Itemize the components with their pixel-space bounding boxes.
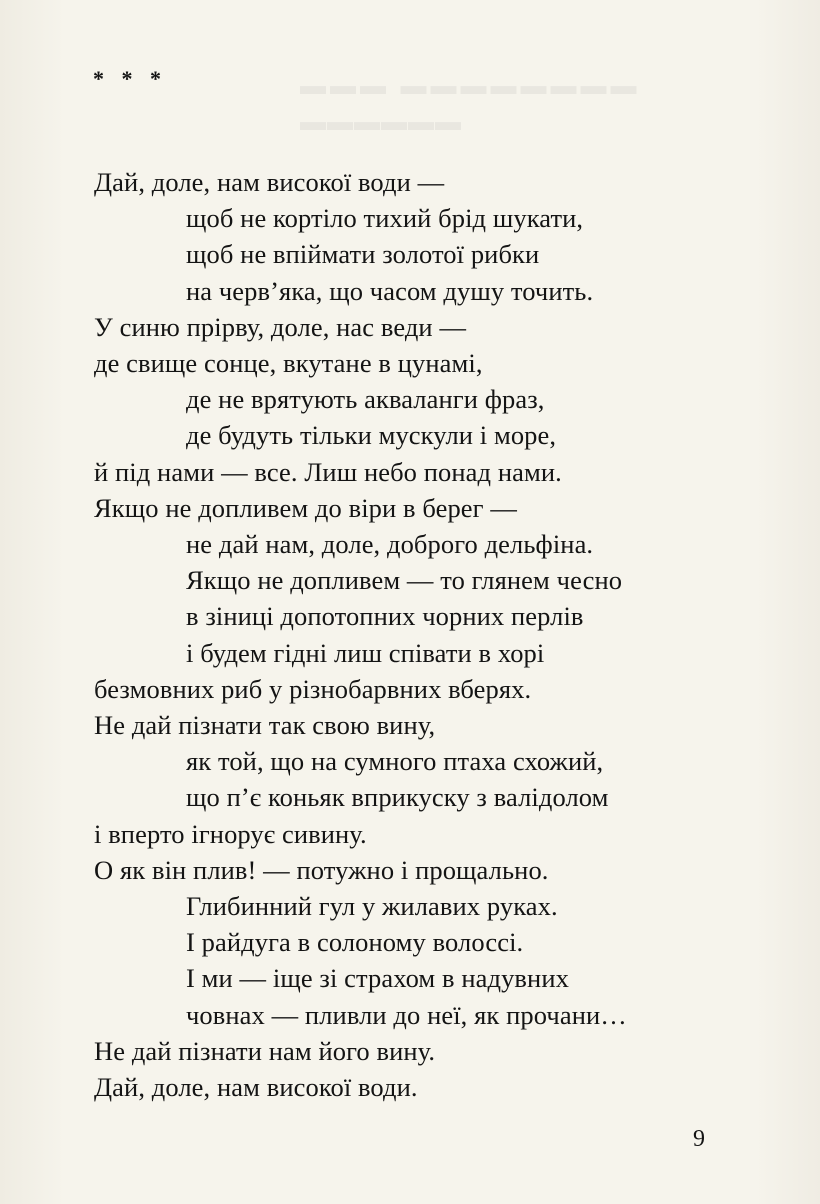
poem-line: І райдуга в солоному волоссі. <box>186 927 524 958</box>
poem-line: і будем гідні лиш співати в хорі <box>186 637 545 668</box>
poem-line: Дай, доле, нам високої води — <box>94 167 445 197</box>
poem-line: човнах — пливли до неї, як прочани… <box>186 999 627 1030</box>
poem-line: і вперто ігнорує сивину. <box>94 818 367 849</box>
poem-line: О як він плив! — потужно і прощально. <box>94 854 549 885</box>
poem-line: У синю прірву, доле, нас веди — <box>94 311 467 342</box>
poem-line: Не дай пізнати так свою вину, <box>94 710 436 741</box>
poem-line: Якщо не допливем — то глянем чесно <box>186 565 623 596</box>
poem-line: як той, що на сумного птаха схожий, <box>186 746 604 777</box>
poem-line: в зіниці допотопних чорних перлів <box>186 601 584 632</box>
poem-line: на черв’яка, що часом душу точить. <box>186 275 594 306</box>
poem-line: й під нами — все. Лиш небо понад нами. <box>94 456 562 487</box>
poem-line: Не дай пізнати нам його вину. <box>94 1035 436 1066</box>
show-through-text: ▬▬▬ ▬▬▬▬▬▬▬▬ ▬▬▬▬▬▬ <box>300 71 641 136</box>
poem-line: де будуть тільки мускули і море, <box>186 420 557 451</box>
poem-line: що п’є коньяк вприкуску з валідолом <box>186 782 609 813</box>
poem-line: не дай нам, доле, доброго дельфіна. <box>186 529 594 560</box>
page-number: 9 <box>693 1126 705 1152</box>
poem-line: безмовних риб у різнобарвних вберях. <box>94 673 532 704</box>
section-ornament: * * * <box>93 66 167 91</box>
poem-line: І ми — іще зі страхом в надувних <box>186 963 569 994</box>
poem-body <box>94 164 734 1105</box>
poem-line: Якщо не допливем до віри в берег — <box>94 492 517 523</box>
poem-line: де свище сонце, вкутане в цунамі, <box>94 348 483 379</box>
poem-line: Дай, доле, нам високої води. <box>94 1072 418 1103</box>
poem-line: де не врятують акваланги фраз, <box>186 384 545 415</box>
poem-line: щоб не впіймати золотої рибки <box>186 239 540 270</box>
poem-line: Глибинний гул у жилавих руках. <box>186 891 558 922</box>
poem-line: щоб не кортіло тихий брід шукати, <box>186 203 584 234</box>
